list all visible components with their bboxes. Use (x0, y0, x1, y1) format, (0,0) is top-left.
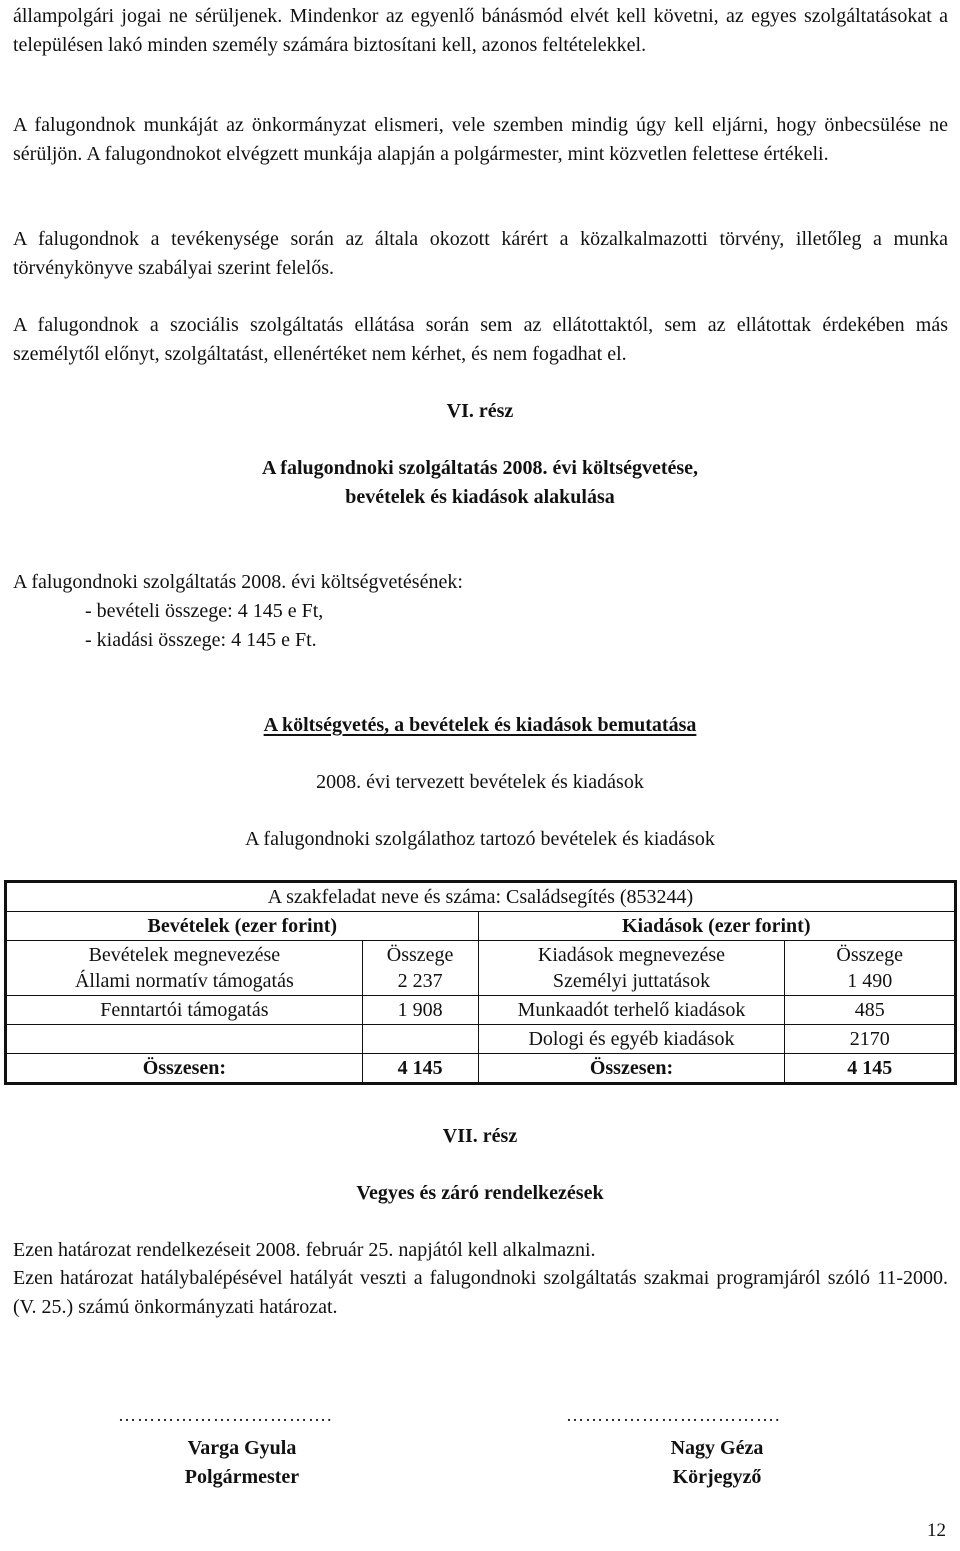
expense-sum-cell (785, 941, 956, 996)
income-group-header: Bevételek (ezer forint) (6, 912, 479, 941)
expense-name-cell (478, 941, 785, 996)
presentation-subtitle: 2008. évi tervezett bevételek és kiadások (316, 771, 644, 793)
section7-heading: VII. rész (442, 1125, 518, 1147)
signature-line-right: ……………………………. (566, 1405, 781, 1425)
signatory-role: Körjegyző (672, 1466, 762, 1488)
expense-sum: 485 (785, 996, 956, 1025)
expense-name: Dologi és egyéb kiadások (478, 1025, 785, 1054)
total-label-income: Összesen: (6, 1054, 363, 1084)
section7-title: Vegyes és záró rendelkezések (356, 1182, 604, 1204)
income-name: Állami normatív támogatás (74, 970, 294, 992)
section6-title-line1: A falugondnoki szolgáltatás 2008. évi költségvetése, (261, 457, 699, 479)
paragraph-liability: A falugondnok a tevékenysége során az általa okozott kárért a közalkalmazotti törvény, illetőleg a munka törvénykönyve szabályai szerint felelős. (13, 228, 948, 279)
table-total-row (6, 1054, 956, 1084)
paragraph-no-benefit: A falugondnok a szociális szolgáltatás ellátása során sem az ellátottaktól, sem az ellátottak érdekében más személytől előnyt, szolgáltatást, ellenértéket nem kérhet, és nem fogadhat el. (13, 314, 948, 365)
page-number: 12 (927, 1520, 946, 1541)
total-expense: 4 145 (785, 1054, 956, 1084)
paragraph-recognition: A falugondnok munkáját az önkormányzat elismeri, vele szemben mindig úgy kell eljárni, hogy önbecsülése ne sérüljön. A falugondnokot elvégzett munkája alapján a polgármester, mint közvetlen felettese értékeli. (13, 114, 948, 165)
income-name-cell (6, 941, 363, 996)
col-expense-sum: Összege (836, 944, 904, 966)
section6-heading: VI. rész (446, 400, 514, 422)
signature-block-left (112, 1434, 372, 1492)
table-row (6, 941, 956, 996)
income-name (6, 1025, 363, 1054)
budget-summary-intro: A falugondnoki szolgáltatás 2008. évi költségvetésének: (13, 571, 463, 593)
expense-sum: 1 490 (847, 970, 893, 992)
section7-line1: Ezen határozat rendelkezéseit 2008. február 25. napjától kell alkalmazni. (13, 1239, 596, 1261)
presentation-caption: A falugondnoki szolgálathoz tartozó bevételek és kiadások (245, 828, 715, 850)
signature-line-left: ……………………………. (118, 1405, 333, 1425)
signatory-name: Nagy Géza (670, 1437, 764, 1459)
income-sum: 1 908 (362, 996, 478, 1025)
col-expense-name: Kiadások megnevezése (537, 944, 726, 966)
income-sum (362, 1025, 478, 1054)
signatory-role: Polgármester (184, 1466, 300, 1488)
table-row (6, 996, 956, 1025)
expense-name: Munkaadót terhelő kiadások (478, 996, 785, 1025)
table-group-row (6, 912, 956, 941)
total-label-expense: Összesen: (478, 1054, 785, 1084)
signatory-name: Varga Gyula (187, 1437, 297, 1459)
table-header-cell: A szakfeladat neve és száma: Családsegítés (853244) (6, 882, 956, 912)
budget-table (4, 880, 957, 1085)
col-income-name: Bevételek megnevezése (88, 944, 281, 966)
expense-sum: 2170 (785, 1025, 956, 1054)
signature-block-right (587, 1434, 847, 1492)
income-name: Fenntartói támogatás (6, 996, 363, 1025)
expense-group-header: Kiadások (ezer forint) (478, 912, 956, 941)
presentation-title: A költségvetés, a bevételek és kiadások bemutatása (263, 714, 697, 736)
table-row (6, 1025, 956, 1054)
expense-name: Személyi juttatások (552, 970, 711, 992)
income-sum: 2 237 (397, 970, 443, 992)
income-sum-cell (362, 941, 478, 996)
section6-title-line2: bevételek és kiadások alakulása (345, 486, 615, 508)
budget-summary-expense: - kiadási összege: 4 145 e Ft. (85, 629, 317, 651)
table-header-row (6, 882, 956, 912)
paragraph-equal-treatment: állampolgári jogai ne sérüljenek. Mindenkor az egyenlő bánásmód elvét kell követni, az egyes szolgáltatásokat a településen lakó minden személy számára biztosítani kell, azonos feltételekkel. (13, 5, 948, 56)
total-income: 4 145 (362, 1054, 478, 1084)
col-income-sum: Összege (386, 944, 454, 966)
section7-line2: Ezen határozat hatálybalépésével hatályát veszti a falugondnoki szolgáltatás szakmai programjáról szóló 11-2000. (V. 25.) számú önkormányzati határozat. (13, 1267, 948, 1318)
budget-summary-income: - bevételi összege: 4 145 e Ft, (85, 600, 324, 622)
